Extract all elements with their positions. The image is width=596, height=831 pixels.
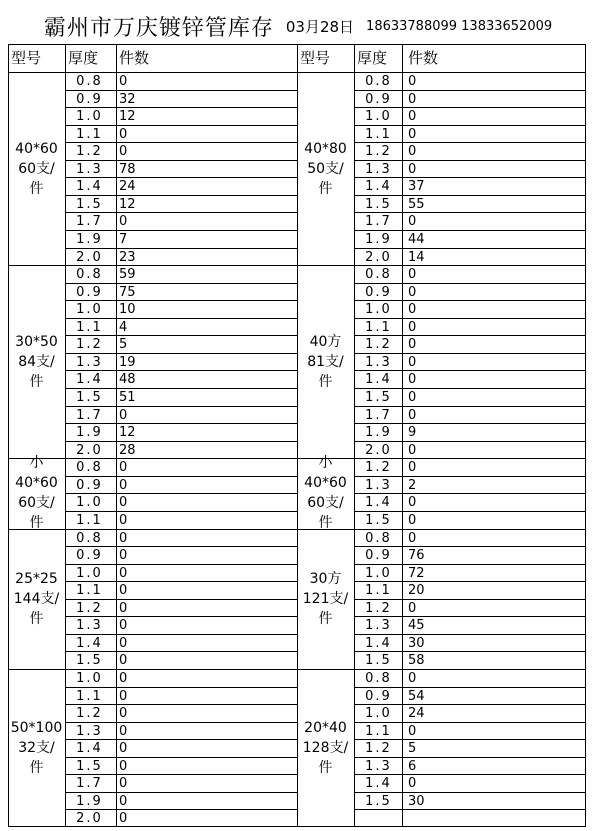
- thickness-cell: 1.1: [76, 320, 103, 335]
- count-cell: 0: [408, 214, 417, 229]
- model-name-line: 件: [29, 611, 44, 627]
- thickness-cell: 1.7: [365, 214, 392, 229]
- model-name-line: 30方: [309, 571, 342, 587]
- thickness-cell: 1.3: [365, 355, 392, 370]
- count-cell: 0: [408, 74, 417, 89]
- count-cell: 32: [119, 92, 136, 107]
- thickness-cell: 1.5: [365, 653, 392, 668]
- count-cell: 0: [408, 92, 417, 107]
- count-cell: 0: [408, 408, 417, 423]
- thickness-cell: 0.8: [365, 531, 392, 546]
- count-cell: 24: [408, 706, 425, 721]
- count-cell: 28: [119, 443, 136, 458]
- thickness-cell: 2.0: [76, 811, 103, 826]
- thickness-cell: 1.1: [365, 724, 392, 739]
- count-cell: 0: [408, 285, 417, 300]
- count-cell: 0: [408, 127, 417, 142]
- model-name-line: 60支/: [307, 495, 344, 511]
- count-cell: 0: [119, 759, 128, 774]
- model-name-line: 84支/: [18, 354, 55, 370]
- count-cell: [408, 810, 583, 827]
- model-name-line: 121支/: [302, 591, 349, 607]
- count-cell: 0: [408, 513, 417, 528]
- count-cell: 0: [119, 794, 128, 809]
- thickness-cell: 1.3: [76, 724, 103, 739]
- thickness-cell: 1.0: [365, 566, 392, 581]
- thickness-cell: 0.9: [365, 92, 392, 107]
- thickness-cell: 1.5: [365, 794, 392, 809]
- thickness-cell: 0.9: [76, 92, 103, 107]
- model-name-cell: [298, 332, 353, 392]
- thickness-cell: 0.8: [76, 74, 103, 89]
- model-name-line: 40方: [309, 334, 342, 350]
- count-cell: 78: [119, 162, 136, 177]
- thickness-cell: 0.9: [76, 285, 103, 300]
- thickness-cell: 1.1: [365, 127, 392, 142]
- count-cell: 0: [119, 513, 128, 528]
- count-cell: 12: [119, 425, 136, 440]
- thickness-cell: 1.2: [365, 601, 392, 616]
- thickness-cell: 1.9: [76, 425, 103, 440]
- thickness-cell: 1.3: [365, 162, 392, 177]
- thickness-cell: 1.4: [76, 636, 103, 651]
- count-cell: 20: [408, 583, 425, 598]
- thickness-cell: 1.9: [76, 794, 103, 809]
- header-model: 型号: [11, 48, 42, 67]
- thickness-cell: 1.0: [76, 566, 103, 581]
- count-cell: 0: [119, 460, 128, 475]
- count-cell: 0: [408, 109, 417, 124]
- thickness-cell: 1.5: [365, 197, 392, 212]
- thickness-cell: 2.0: [365, 443, 392, 458]
- count-cell: 0: [119, 74, 128, 89]
- header-count: 件数: [408, 48, 439, 67]
- thickness-cell: 1.5: [76, 197, 103, 212]
- column-divider: [116, 44, 117, 827]
- thickness-cell: 0.9: [365, 548, 392, 563]
- count-cell: 6: [408, 759, 417, 774]
- inventory-table: [8, 44, 586, 827]
- thickness-cell: 1.7: [76, 776, 103, 791]
- count-cell: 30: [408, 794, 425, 809]
- thickness-cell: 1.9: [365, 232, 392, 247]
- thickness-cell: 1.3: [76, 618, 103, 633]
- model-name-cell: [298, 569, 353, 629]
- thickness-cell: 1.5: [76, 759, 103, 774]
- count-cell: 0: [119, 776, 128, 791]
- count-cell: 0: [408, 390, 417, 405]
- count-cell: 54: [408, 689, 425, 704]
- count-cell: 0: [119, 811, 128, 826]
- model-name-line: 50*100: [10, 720, 63, 736]
- count-cell: 0: [119, 127, 128, 142]
- count-cell: 7: [119, 232, 128, 247]
- header-model: 型号: [300, 48, 331, 67]
- thickness-cell: 0.9: [76, 478, 103, 493]
- model-name-line: 件: [318, 515, 333, 531]
- model-name-cell: [298, 453, 353, 533]
- count-cell: 0: [119, 548, 128, 563]
- model-name-line: 件: [318, 374, 333, 390]
- thickness-cell: 1.4: [365, 495, 392, 510]
- model-name-line: 件: [29, 181, 44, 197]
- count-cell: 59: [119, 267, 136, 282]
- thickness-cell: 1.3: [365, 478, 392, 493]
- count-cell: 0: [408, 162, 417, 177]
- thickness-cell: 0.8: [76, 460, 103, 475]
- model-name-line: 128支/: [302, 740, 349, 756]
- thickness-cell: 1.2: [365, 741, 392, 756]
- thickness-cell: 1.4: [76, 372, 103, 387]
- count-cell: 0: [119, 408, 128, 423]
- count-cell: 0: [119, 741, 128, 756]
- count-cell: 75: [119, 285, 136, 300]
- count-cell: 44: [408, 232, 425, 247]
- count-cell: 2: [408, 478, 417, 493]
- count-cell: 0: [408, 372, 417, 387]
- count-cell: 0: [119, 618, 128, 633]
- thickness-cell: 0.8: [365, 671, 392, 686]
- count-cell: 0: [408, 495, 417, 510]
- model-name-line: 60支/: [18, 495, 55, 511]
- thickness-cell: 1.1: [76, 583, 103, 598]
- header-count: 件数: [119, 48, 150, 67]
- model-name-line: 件: [318, 760, 333, 776]
- thickness-cell: 1.0: [76, 109, 103, 124]
- count-cell: 0: [408, 144, 417, 159]
- thickness-cell: 1.2: [365, 460, 392, 475]
- count-cell: 0: [408, 267, 417, 282]
- model-name-line: 40*60: [304, 475, 347, 491]
- model-name-cell: [9, 453, 64, 533]
- count-cell: 14: [408, 250, 425, 265]
- model-name-cell: [9, 718, 64, 778]
- model-name-line: 件: [29, 760, 44, 776]
- thickness-cell: 1.0: [76, 495, 103, 510]
- count-cell: 5: [119, 337, 128, 352]
- count-cell: 55: [408, 197, 425, 212]
- thickness-cell: 1.4: [76, 741, 103, 756]
- model-name-line: 件: [318, 181, 333, 197]
- thickness-cell: 1.4: [365, 636, 392, 651]
- thickness-cell: 1.0: [365, 706, 392, 721]
- count-cell: 0: [408, 671, 417, 686]
- thickness-cell: 1.5: [76, 390, 103, 405]
- model-name-line: 30*50: [15, 334, 58, 350]
- count-cell: 0: [119, 653, 128, 668]
- model-name-line: 40*80: [304, 141, 347, 157]
- thickness-cell: 1.1: [76, 689, 103, 704]
- thickness-cell: 1.3: [365, 759, 392, 774]
- model-name-line: 144支/: [13, 591, 60, 607]
- thickness-cell: 0.8: [365, 267, 392, 282]
- thickness-cell: 1.3: [365, 618, 392, 633]
- column-divider: [585, 44, 586, 827]
- model-name-cell: [9, 139, 64, 199]
- thickness-cell: 1.5: [365, 390, 392, 405]
- thickness-cell: 1.0: [365, 109, 392, 124]
- thickness-cell: 1.4: [76, 179, 103, 194]
- count-cell: 0: [119, 636, 128, 651]
- model-name-line: 25*25: [15, 571, 58, 587]
- thickness-cell: 1.0: [76, 671, 103, 686]
- thickness-cell: 1.3: [76, 162, 103, 177]
- thickness-cell: 2.0: [76, 250, 103, 265]
- count-cell: 4: [119, 320, 128, 335]
- report-title-bar: [8, 9, 588, 43]
- thickness-cell: 1.7: [365, 408, 392, 423]
- thickness-cell: 1.9: [365, 425, 392, 440]
- header-thickness: 厚度: [357, 48, 388, 67]
- model-name-line: 件: [29, 515, 44, 531]
- model-name-line: 20*40: [304, 720, 347, 736]
- count-cell: 51: [119, 390, 136, 405]
- thickness-cell: [354, 810, 403, 827]
- model-name-line: 件: [29, 374, 44, 390]
- thickness-cell: 0.9: [76, 548, 103, 563]
- count-cell: 0: [408, 776, 417, 791]
- thickness-cell: 1.4: [365, 179, 392, 194]
- count-cell: 0: [119, 689, 128, 704]
- model-name-line: 小: [29, 455, 44, 471]
- count-cell: 0: [119, 531, 128, 546]
- header-thickness: 厚度: [68, 48, 99, 67]
- thickness-cell: 2.0: [365, 250, 392, 265]
- model-name-line: 40*60: [15, 141, 58, 157]
- model-name-cell: [9, 332, 64, 392]
- thickness-cell: 0.8: [76, 267, 103, 282]
- count-cell: 0: [119, 214, 128, 229]
- count-cell: 0: [408, 337, 417, 352]
- count-cell: 48: [119, 372, 136, 387]
- count-cell: 0: [408, 355, 417, 370]
- count-cell: 0: [408, 443, 417, 458]
- count-cell: 12: [119, 109, 136, 124]
- thickness-cell: 0.8: [365, 74, 392, 89]
- count-cell: 9: [408, 425, 417, 440]
- thickness-cell: 0.8: [76, 531, 103, 546]
- count-cell: 45: [408, 618, 425, 633]
- count-cell: 0: [119, 724, 128, 739]
- thickness-cell: 1.2: [76, 144, 103, 159]
- thickness-cell: 1.2: [76, 706, 103, 721]
- count-cell: 0: [408, 601, 417, 616]
- count-cell: 0: [119, 706, 128, 721]
- thickness-cell: 1.1: [76, 513, 103, 528]
- report-title: 霸州市万庆镀锌管库存: [43, 15, 274, 41]
- count-cell: 0: [408, 531, 417, 546]
- count-cell: 23: [119, 250, 136, 265]
- count-cell: 0: [119, 566, 128, 581]
- count-cell: 0: [408, 724, 417, 739]
- model-name-line: 81支/: [307, 354, 344, 370]
- count-cell: 0: [119, 601, 128, 616]
- thickness-cell: 1.4: [365, 776, 392, 791]
- thickness-cell: 1.2: [76, 601, 103, 616]
- report-date: 03月28日: [285, 17, 355, 36]
- thickness-cell: 2.0: [76, 443, 103, 458]
- thickness-cell: 1.7: [76, 214, 103, 229]
- thickness-cell: 1.1: [76, 127, 103, 142]
- thickness-cell: 1.5: [365, 513, 392, 528]
- thickness-cell: 1.2: [76, 337, 103, 352]
- model-name-line: 50支/: [307, 161, 344, 177]
- thickness-cell: 1.4: [365, 372, 392, 387]
- thickness-cell: 0.9: [365, 689, 392, 704]
- count-cell: 0: [119, 478, 128, 493]
- thickness-cell: 1.1: [365, 320, 392, 335]
- model-name-cell: [298, 718, 353, 778]
- count-cell: 5: [408, 741, 417, 756]
- model-name-line: 40*60: [15, 475, 58, 491]
- thickness-cell: 1.2: [365, 144, 392, 159]
- thickness-cell: 1.7: [76, 408, 103, 423]
- thickness-cell: 1.1: [365, 583, 392, 598]
- count-cell: 0: [119, 583, 128, 598]
- contact-phones: 18633788099 13833652009: [366, 18, 553, 34]
- model-name-line: 60支/: [18, 161, 55, 177]
- thickness-cell: 1.2: [365, 337, 392, 352]
- thickness-cell: 0.9: [365, 285, 392, 300]
- count-cell: 0: [408, 302, 417, 317]
- count-cell: 0: [119, 144, 128, 159]
- count-cell: 12: [119, 197, 136, 212]
- count-cell: 0: [119, 495, 128, 510]
- model-name-line: 件: [318, 611, 333, 627]
- count-cell: 0: [408, 320, 417, 335]
- thickness-cell: 1.0: [365, 302, 392, 317]
- thickness-cell: 1.3: [76, 355, 103, 370]
- thickness-cell: 1.0: [76, 302, 103, 317]
- model-name-cell: [298, 139, 353, 199]
- count-cell: 24: [119, 179, 136, 194]
- count-cell: 72: [408, 566, 425, 581]
- model-name-line: 32支/: [18, 740, 55, 756]
- model-name-cell: [9, 569, 64, 629]
- count-cell: 37: [408, 179, 425, 194]
- count-cell: 58: [408, 653, 425, 668]
- thickness-cell: 1.5: [76, 653, 103, 668]
- count-cell: 0: [119, 671, 128, 686]
- count-cell: 30: [408, 636, 425, 651]
- model-name-line: 小: [318, 455, 333, 471]
- count-cell: 0: [408, 460, 417, 475]
- count-cell: 76: [408, 548, 425, 563]
- thickness-cell: 1.9: [76, 232, 103, 247]
- count-cell: 19: [119, 355, 136, 370]
- count-cell: 10: [119, 302, 136, 317]
